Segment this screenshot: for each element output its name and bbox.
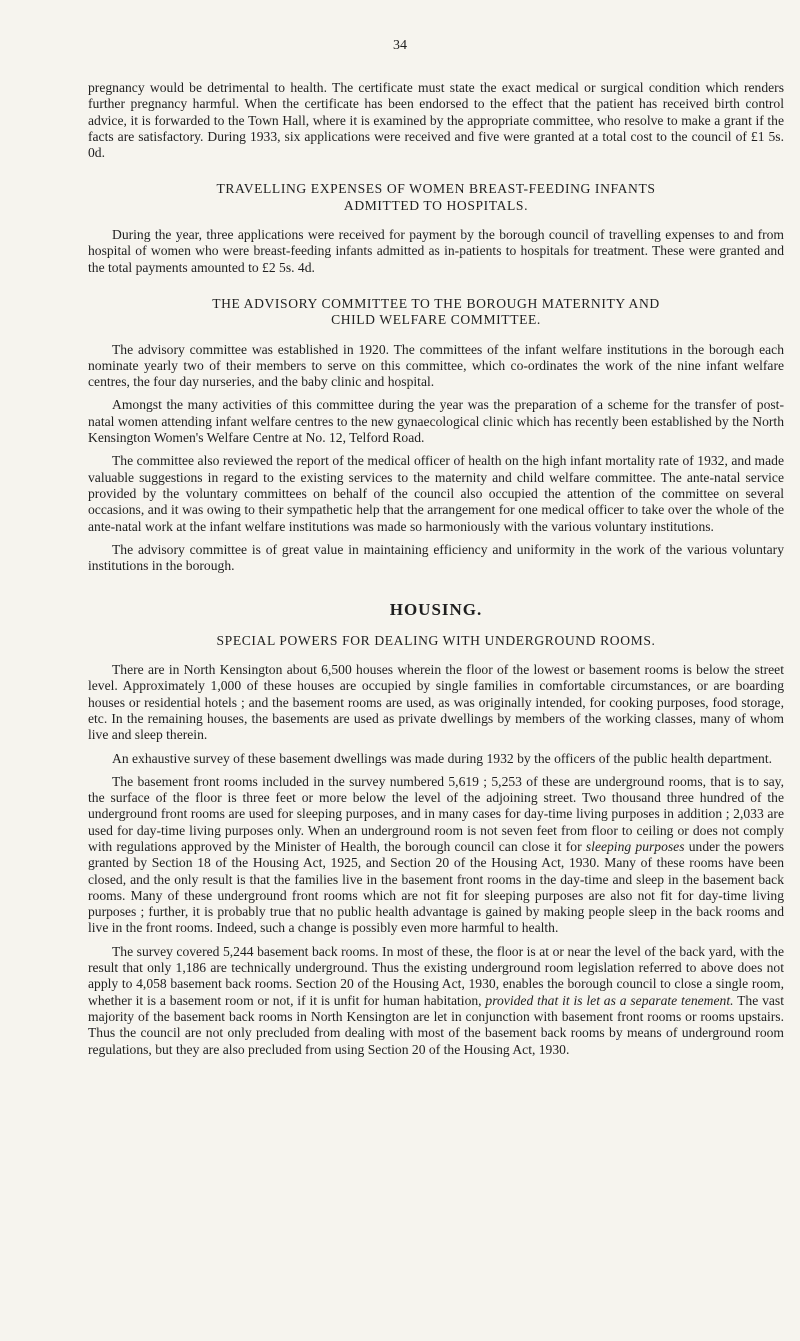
housing-paragraph: An exhaustive survey of these basement dwellings was made during 1932 by the officers of the public health department. [112,750,773,766]
advisory-paragraph: Amongst the many activities of this committee during the year was the preparation of a scheme for the transfer of post-natal women attending infant welfare centres to the new gynaecological clinic which has recently been established by the North Kensington Women's Welfare Centre at No. 12, Telford Road. [88,397,784,446]
housing-paragraph [88,774,784,937]
housing-paragraph: There are in North Kensington about 6,500 houses wherein the floor of the lowest or basement rooms is below the street level. Approximately 1,000 of these houses are occupied by single families in comfortable circumstances, or are boarding houses or residential hotels ; and the basement rooms are used, as was originally intended, for cooking purposes, food storage, etc. In the remaining houses, the basements are used as private dwellings by members of the working classes, many of whom live and sleep therein. [88,662,784,743]
intro-paragraph: pregnancy would be detrimental to health. The certificate must state the exact medical or surgical condition which renders further pregnancy harmful. When the certificate has been endorsed to the effect that the patient has received birth control advice, it is forwarded to the Town Hall, where it is examined by the appropriate committee, who resolve to make a grant if the facts are satisfactory. During 1933, six applications were received and five were granted at a total cost to the council of £1 5s. 0d. [88,80,784,161]
italic-emphasis: provided that it is let as a separate tenement. [485,992,734,1008]
heading-line: TRAVELLING EXPENSES OF WOMEN BREAST-FEEDING INFANTS [216,181,656,197]
page-content [88,80,784,1065]
page-number: 34 [393,38,407,53]
section-heading-advisory-committee [88,296,784,329]
paragraph-text: The basement front rooms included in the survey numbered 5,619 ; 5,253 of these are underground rooms, that is to say, the surface of the floor is three feet or more below the level of the adjoining street. Two thousand three hundred of the underground front rooms are used for sleeping purposes, and in many cases for day-time living purposes in addition ; 2,033 are used for day-time living purposes only. When an underground room is not seven feet from floor to ceiling or does not comply with regulations approved by the Minister of Health, the borough council can close it for [88,773,784,854]
italic-emphasis: sleeping purposes [585,838,685,854]
heading-line: CHILD WELFARE COMMITTEE. [331,312,541,328]
heading-line: THE ADVISORY COMMITTEE TO THE BOROUGH MATERNITY AND [212,295,660,311]
subheading-underground-rooms: SPECIAL POWERS FOR DEALING WITH UNDERGROUND ROOMS. [216,632,656,648]
section-heading-travelling-expenses [88,181,784,214]
advisory-paragraph: The advisory committee was established in 1920. The committees of the infant welfare institutions in the borough each nominate yearly two of their members to serve on this committee, which co-ordinates the work of the nine infant welfare centres, the four day nurseries, and the baby clinic and hospital. [88,341,784,390]
advisory-paragraph: The committee also reviewed the report of the medical officer of health on the high infant mortality rate of 1932, and made valuable suggestions in regard to the existing services to the maternity and child welfare committee. The ante-natal service provided by the voluntary committees on behalf of the council also occupied the attention of the committee on several occasions, and it was owing to their sympathetic help that the arrangement for one medical officer to take over the whole of the ante-natal work at the infant welfare institutions was made so harmoniously with the various voluntary institutions. [88,453,784,534]
heading-line: ADMITTED TO HOSPITALS. [343,197,529,213]
section-heading-housing: HOUSING. [389,600,483,620]
housing-paragraph [88,944,784,1058]
paragraph-text: The vast majority of the basement back rooms in North Kensington are let in conjunction with basement front rooms or rooms upstairs. Thus the council are not only precluded from dealing with most of the basement back rooms by means of underground room regulations, but they are also precluded from using Section 20 of the Housing Act, 1930. [88,992,785,1057]
travelling-paragraph: During the year, three applications were received for payment by the borough council of travelling expenses to and from hospital of women who were breast-feeding infants admitted as in-patients to hospitals for treatment. These were granted and the total payments amounted to £2 5s. 4d. [88,227,784,275]
advisory-paragraph: The advisory committee is of great value in maintaining efficiency and uniformity in the work of the various voluntary institutions in the borough. [88,541,784,574]
paragraph-text: The survey covered 5,244 basement back rooms. In most of these, the floor is at or near the level of the back yard, with the result that only 1,186 are technically underground. Thus the existing underground room legislation referred to above does not apply to 4,058 basement back rooms. Section 20 of the Housing Act, 1930, enables the borough council to close a single room, whether it is a basement room or not, if it is unfit for human habitation, [88,943,784,1008]
paragraph-text: under the powers granted by Section 18 of the Housing Act, 1925, and Section 20 of the Housing Act, 1930. Many of these rooms have been closed, and the only result is that the families live in the basement front rooms in the day-time and sleep in the basement back rooms. Many of these underground front rooms which are not fit for sleeping purposes are also not fit for day-time living purposes ; further, it is probably true that no public health advantage is gained by making people sleep in the back rooms and live in the front rooms. Indeed, such a change is possibly even more harmful to health. [88,838,785,936]
